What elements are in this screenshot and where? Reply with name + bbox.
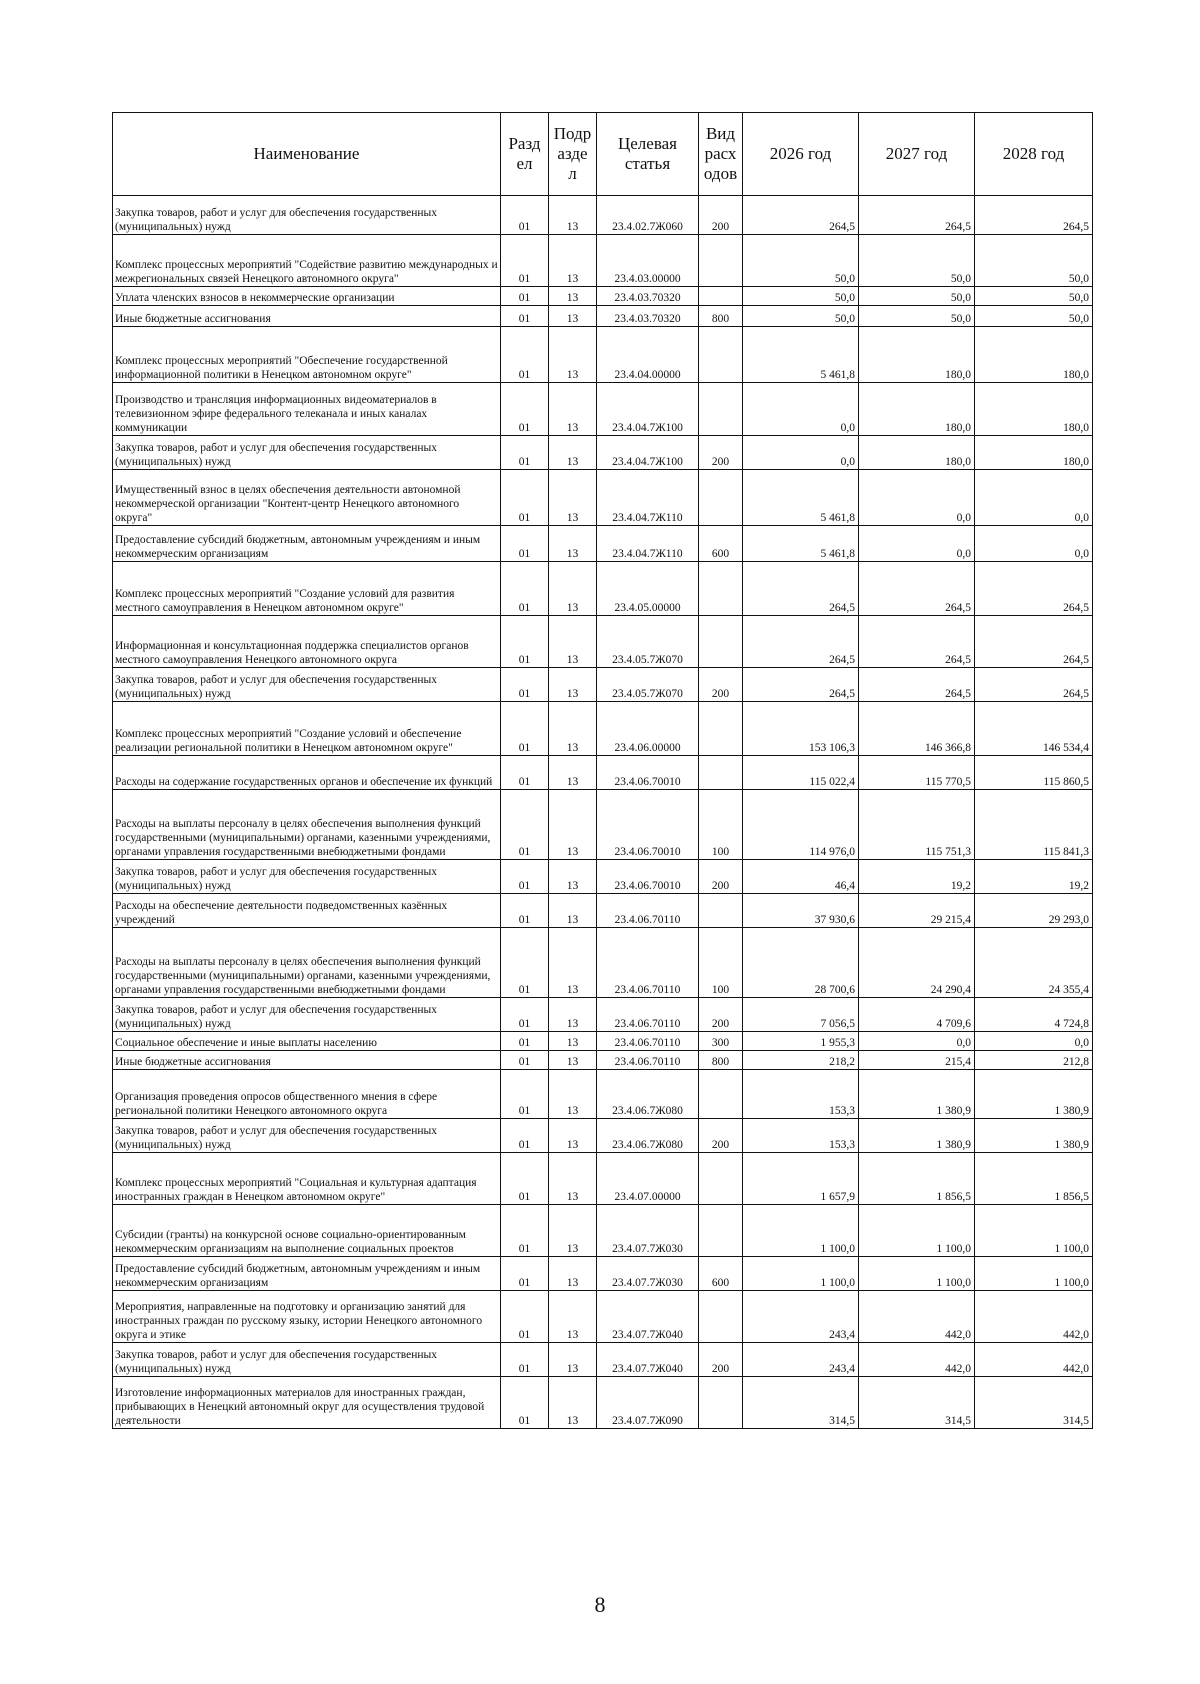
- row-target-article: 23.4.06.70110: [597, 1051, 699, 1070]
- row-expense-kind: 100: [699, 928, 743, 998]
- row-value-2027: 264,5: [859, 196, 975, 235]
- row-section: 01: [501, 1291, 549, 1343]
- row-section: 01: [501, 1032, 549, 1051]
- row-value-2028: 24 355,4: [975, 928, 1093, 998]
- row-target-article: 23.4.06.70110: [597, 998, 699, 1032]
- row-value-2028: 115 841,3: [975, 790, 1093, 860]
- row-target-article: 23.4.07.7Ж030: [597, 1205, 699, 1257]
- row-value-2027: 1 100,0: [859, 1257, 975, 1291]
- row-name: Закупка товаров, работ и услуг для обеспечения государственных (муниципальных) нужд: [113, 860, 501, 894]
- row-value-2026: 153,3: [743, 1070, 859, 1119]
- row-expense-kind: 200: [699, 860, 743, 894]
- row-subsection: 13: [549, 526, 597, 562]
- row-value-2026: 0,0: [743, 383, 859, 436]
- row-target-article: 23.4.06.70010: [597, 860, 699, 894]
- row-value-2027: 19,2: [859, 860, 975, 894]
- row-subsection: 13: [549, 790, 597, 860]
- row-name: Имущественный взнос в целях обеспечения деятельности автономной некоммерческой организации "Контент-центр Ненецкого автономного округа": [113, 470, 501, 526]
- row-value-2026: 264,5: [743, 668, 859, 702]
- row-value-2026: 46,4: [743, 860, 859, 894]
- row-section: 01: [501, 1377, 549, 1429]
- row-value-2028: 1 100,0: [975, 1257, 1093, 1291]
- row-target-article: 23.4.04.7Ж110: [597, 470, 699, 526]
- table-row: [113, 327, 1093, 383]
- budget-table: [112, 112, 1093, 1429]
- row-section: 01: [501, 306, 549, 327]
- row-section: 01: [501, 526, 549, 562]
- row-value-2026: 264,5: [743, 562, 859, 616]
- row-expense-kind: [699, 1291, 743, 1343]
- row-value-2026: 1 955,3: [743, 1032, 859, 1051]
- row-subsection: 13: [549, 894, 597, 928]
- row-value-2027: 50,0: [859, 235, 975, 287]
- row-target-article: 23.4.06.70110: [597, 894, 699, 928]
- row-name: Закупка товаров, работ и услуг для обеспечения государственных (муниципальных) нужд: [113, 998, 501, 1032]
- row-value-2027: 1 380,9: [859, 1119, 975, 1153]
- row-name: Мероприятия, направленные на подготовку и организацию занятий для иностранных граждан по русскому языку, истории Ненецкого автономного округа и этике: [113, 1291, 501, 1343]
- row-section: 01: [501, 383, 549, 436]
- row-name: Расходы на выплаты персоналу в целях обеспечения выполнения функций государственными (муниципальными) органами, казенными учреждениями, органами управления государственными внебюджетными фондами: [113, 928, 501, 998]
- row-target-article: 23.4.04.7Ж100: [597, 436, 699, 470]
- row-value-2028: 146 534,4: [975, 702, 1093, 756]
- row-section: 01: [501, 860, 549, 894]
- row-expense-kind: 200: [699, 998, 743, 1032]
- table-row: [113, 1032, 1093, 1051]
- header-subsection: Подр азде л: [549, 113, 597, 196]
- row-expense-kind: 300: [699, 1032, 743, 1051]
- row-value-2027: 1 380,9: [859, 1070, 975, 1119]
- row-section: 01: [501, 1343, 549, 1377]
- table-row: [113, 235, 1093, 287]
- table-row: [113, 383, 1093, 436]
- row-target-article: 23.4.06.70110: [597, 1032, 699, 1051]
- row-expense-kind: 100: [699, 790, 743, 860]
- row-value-2028: 314,5: [975, 1377, 1093, 1429]
- row-name: Субсидии (гранты) на конкурсной основе социально-ориентированным некоммерческим организациям на выполнение социальных проектов: [113, 1205, 501, 1257]
- row-value-2028: 50,0: [975, 287, 1093, 306]
- row-value-2027: 314,5: [859, 1377, 975, 1429]
- row-section: 01: [501, 616, 549, 668]
- header-expense-kind: Вид расх одов: [699, 113, 743, 196]
- row-name: Закупка товаров, работ и услуг для обеспечения государственных (муниципальных) нужд: [113, 1119, 501, 1153]
- row-value-2026: 115 022,4: [743, 756, 859, 790]
- row-name: Расходы на выплаты персоналу в целях обеспечения выполнения функций государственными (муниципальными) органами, казенными учреждениями, органами управления государственными внебюджетными фондами: [113, 790, 501, 860]
- row-target-article: 23.4.05.00000: [597, 562, 699, 616]
- row-value-2028: 264,5: [975, 562, 1093, 616]
- row-subsection: 13: [549, 756, 597, 790]
- row-value-2027: 264,5: [859, 668, 975, 702]
- row-value-2028: 442,0: [975, 1291, 1093, 1343]
- row-value-2027: 29 215,4: [859, 894, 975, 928]
- row-section: 01: [501, 327, 549, 383]
- row-expense-kind: [699, 562, 743, 616]
- row-expense-kind: [699, 702, 743, 756]
- row-value-2028: 264,5: [975, 668, 1093, 702]
- row-target-article: 23.4.05.7Ж070: [597, 668, 699, 702]
- row-name: Закупка товаров, работ и услуг для обеспечения государственных (муниципальных) нужд: [113, 436, 501, 470]
- row-section: 01: [501, 894, 549, 928]
- row-value-2026: 50,0: [743, 287, 859, 306]
- table-row: [113, 928, 1093, 998]
- row-value-2026: 0,0: [743, 436, 859, 470]
- row-name: Предоставление субсидий бюджетным, автономным учреждениям и иным некоммерческим организациям: [113, 1257, 501, 1291]
- row-value-2027: 442,0: [859, 1291, 975, 1343]
- row-value-2028: 1 856,5: [975, 1153, 1093, 1205]
- header-name: Наименование: [113, 113, 501, 196]
- row-value-2026: 114 976,0: [743, 790, 859, 860]
- row-target-article: 23.4.06.70010: [597, 790, 699, 860]
- row-target-article: 23.4.03.70320: [597, 287, 699, 306]
- row-expense-kind: [699, 383, 743, 436]
- row-target-article: 23.4.06.7Ж080: [597, 1070, 699, 1119]
- row-expense-kind: [699, 1070, 743, 1119]
- row-name: Закупка товаров, работ и услуг для обеспечения государственных (муниципальных) нужд: [113, 196, 501, 235]
- row-section: 01: [501, 668, 549, 702]
- row-subsection: 13: [549, 383, 597, 436]
- row-value-2026: 153,3: [743, 1119, 859, 1153]
- row-subsection: 13: [549, 1032, 597, 1051]
- row-name: Иные бюджетные ассигнования: [113, 306, 501, 327]
- row-value-2026: 5 461,8: [743, 327, 859, 383]
- row-expense-kind: 800: [699, 1051, 743, 1070]
- row-value-2027: 180,0: [859, 383, 975, 436]
- row-subsection: 13: [549, 1205, 597, 1257]
- row-value-2028: 1 100,0: [975, 1205, 1093, 1257]
- row-name: Организация проведения опросов общественного мнения в сфере региональной политики Ненецкого автономного округа: [113, 1070, 501, 1119]
- table-body: [113, 196, 1093, 1429]
- row-value-2026: 50,0: [743, 235, 859, 287]
- row-subsection: 13: [549, 668, 597, 702]
- row-subsection: 13: [549, 1377, 597, 1429]
- row-value-2027: 1 856,5: [859, 1153, 975, 1205]
- row-section: 01: [501, 235, 549, 287]
- row-target-article: 23.4.07.00000: [597, 1153, 699, 1205]
- row-expense-kind: 800: [699, 306, 743, 327]
- row-value-2027: 264,5: [859, 562, 975, 616]
- header-year-2026: 2026 год: [743, 113, 859, 196]
- row-value-2026: 264,5: [743, 196, 859, 235]
- row-value-2027: 0,0: [859, 526, 975, 562]
- row-expense-kind: [699, 616, 743, 668]
- row-expense-kind: [699, 287, 743, 306]
- row-value-2028: 50,0: [975, 235, 1093, 287]
- row-expense-kind: 200: [699, 1343, 743, 1377]
- row-target-article: 23.4.06.7Ж080: [597, 1119, 699, 1153]
- row-value-2027: 4 709,6: [859, 998, 975, 1032]
- row-subsection: 13: [549, 928, 597, 998]
- row-expense-kind: 200: [699, 1119, 743, 1153]
- row-subsection: 13: [549, 327, 597, 383]
- row-expense-kind: [699, 894, 743, 928]
- row-name: Комплекс процессных мероприятий "Создание условий для развития местного самоуправления в Ненецком автономном округе": [113, 562, 501, 616]
- row-value-2028: 180,0: [975, 436, 1093, 470]
- table-row: [113, 790, 1093, 860]
- row-value-2028: 1 380,9: [975, 1119, 1093, 1153]
- row-subsection: 13: [549, 1051, 597, 1070]
- row-value-2026: 264,5: [743, 616, 859, 668]
- row-value-2026: 314,5: [743, 1377, 859, 1429]
- row-value-2028: 212,8: [975, 1051, 1093, 1070]
- row-target-article: 23.4.05.7Ж070: [597, 616, 699, 668]
- table-row: [113, 1291, 1093, 1343]
- row-name: Изготовление информационных материалов для иностранных граждан, прибывающих в Ненецкий автономный округ для осуществления трудовой деятельности: [113, 1377, 501, 1429]
- row-section: 01: [501, 702, 549, 756]
- row-value-2027: 1 100,0: [859, 1205, 975, 1257]
- row-value-2026: 50,0: [743, 306, 859, 327]
- row-target-article: 23.4.07.7Ж090: [597, 1377, 699, 1429]
- row-subsection: 13: [549, 306, 597, 327]
- row-value-2028: 0,0: [975, 526, 1093, 562]
- row-target-article: 23.4.07.7Ж030: [597, 1257, 699, 1291]
- table-row: [113, 436, 1093, 470]
- table-row: [113, 702, 1093, 756]
- table-row: [113, 998, 1093, 1032]
- row-value-2026: 7 056,5: [743, 998, 859, 1032]
- row-name: Закупка товаров, работ и услуг для обеспечения государственных (муниципальных) нужд: [113, 1343, 501, 1377]
- table-row: [113, 1377, 1093, 1429]
- header-target-article: Целевая статья: [597, 113, 699, 196]
- table-row: [113, 306, 1093, 327]
- row-section: 01: [501, 998, 549, 1032]
- row-section: 01: [501, 790, 549, 860]
- row-value-2027: 0,0: [859, 470, 975, 526]
- row-subsection: 13: [549, 470, 597, 526]
- row-expense-kind: 200: [699, 196, 743, 235]
- row-value-2027: 50,0: [859, 287, 975, 306]
- row-section: 01: [501, 928, 549, 998]
- row-name: Производство и трансляция информационных видеоматериалов в телевизионном эфире федерального телеканала и иных каналах коммуникации: [113, 383, 501, 436]
- row-name: Уплата членских взносов в некоммерческие организации: [113, 287, 501, 306]
- row-value-2028: 0,0: [975, 1032, 1093, 1051]
- row-value-2028: 180,0: [975, 327, 1093, 383]
- row-subsection: 13: [549, 1153, 597, 1205]
- row-value-2028: 442,0: [975, 1343, 1093, 1377]
- row-name: Предоставление субсидий бюджетным, автономным учреждениям и иным некоммерческим организациям: [113, 526, 501, 562]
- row-value-2028: 115 860,5: [975, 756, 1093, 790]
- row-expense-kind: [699, 327, 743, 383]
- row-section: 01: [501, 1070, 549, 1119]
- row-value-2027: 442,0: [859, 1343, 975, 1377]
- row-expense-kind: [699, 1377, 743, 1429]
- row-value-2026: 5 461,8: [743, 470, 859, 526]
- table-row: [113, 1153, 1093, 1205]
- table-row: [113, 1051, 1093, 1070]
- header-year-2027: 2027 год: [859, 113, 975, 196]
- row-value-2027: 24 290,4: [859, 928, 975, 998]
- row-value-2026: 1 100,0: [743, 1205, 859, 1257]
- row-name: Расходы на содержание государственных органов и обеспечение их функций: [113, 756, 501, 790]
- row-value-2028: 180,0: [975, 383, 1093, 436]
- row-expense-kind: [699, 1205, 743, 1257]
- row-value-2028: 4 724,8: [975, 998, 1093, 1032]
- row-value-2026: 153 106,3: [743, 702, 859, 756]
- table-row: [113, 196, 1093, 235]
- row-subsection: 13: [549, 1343, 597, 1377]
- table-row: [113, 860, 1093, 894]
- row-subsection: 13: [549, 998, 597, 1032]
- table-row: [113, 1205, 1093, 1257]
- row-target-article: 23.4.07.7Ж040: [597, 1291, 699, 1343]
- row-subsection: 13: [549, 1119, 597, 1153]
- table-row: [113, 287, 1093, 306]
- row-name: Закупка товаров, работ и услуг для обеспечения государственных (муниципальных) нужд: [113, 668, 501, 702]
- table-header-row: [113, 113, 1093, 196]
- table-row: [113, 1070, 1093, 1119]
- row-section: 01: [501, 436, 549, 470]
- row-section: 01: [501, 562, 549, 616]
- table-row: [113, 526, 1093, 562]
- table-row: [113, 668, 1093, 702]
- table-row: [113, 1119, 1093, 1153]
- row-value-2028: 19,2: [975, 860, 1093, 894]
- row-expense-kind: 600: [699, 526, 743, 562]
- row-target-article: 23.4.07.7Ж040: [597, 1343, 699, 1377]
- row-value-2028: 264,5: [975, 616, 1093, 668]
- row-subsection: 13: [549, 1070, 597, 1119]
- row-value-2026: 1 657,9: [743, 1153, 859, 1205]
- row-subsection: 13: [549, 436, 597, 470]
- row-target-article: 23.4.04.00000: [597, 327, 699, 383]
- row-target-article: 23.4.06.70110: [597, 928, 699, 998]
- row-expense-kind: 600: [699, 1257, 743, 1291]
- row-name: Информационная и консультационная поддержка специалистов органов местного самоуправления Ненецкого автономного округа: [113, 616, 501, 668]
- row-value-2027: 50,0: [859, 306, 975, 327]
- row-value-2026: 218,2: [743, 1051, 859, 1070]
- row-value-2027: 115 770,5: [859, 756, 975, 790]
- row-subsection: 13: [549, 1257, 597, 1291]
- row-subsection: 13: [549, 562, 597, 616]
- row-target-article: 23.4.03.00000: [597, 235, 699, 287]
- row-section: 01: [501, 470, 549, 526]
- row-value-2026: 243,4: [743, 1291, 859, 1343]
- row-expense-kind: 200: [699, 436, 743, 470]
- row-value-2027: 0,0: [859, 1032, 975, 1051]
- row-value-2027: 215,4: [859, 1051, 975, 1070]
- row-value-2028: 0,0: [975, 470, 1093, 526]
- row-section: 01: [501, 196, 549, 235]
- row-target-article: 23.4.06.00000: [597, 702, 699, 756]
- row-subsection: 13: [549, 196, 597, 235]
- table-row: [113, 562, 1093, 616]
- row-subsection: 13: [549, 860, 597, 894]
- row-section: 01: [501, 756, 549, 790]
- table-row: [113, 894, 1093, 928]
- row-name: Комплекс процессных мероприятий "Обеспечение государственной информационной политики в Ненецком автономном округе": [113, 327, 501, 383]
- row-target-article: 23.4.03.70320: [597, 306, 699, 327]
- row-value-2028: 1 380,9: [975, 1070, 1093, 1119]
- row-value-2028: 50,0: [975, 306, 1093, 327]
- row-target-article: 23.4.04.7Ж100: [597, 383, 699, 436]
- row-name: Расходы на обеспечение деятельности подведомственных казённых учреждений: [113, 894, 501, 928]
- row-name: Комплекс процессных мероприятий "Содействие развитию международных и межрегиональных связей Ненецкого автономного округа": [113, 235, 501, 287]
- row-expense-kind: [699, 1153, 743, 1205]
- row-section: 01: [501, 1257, 549, 1291]
- table-row: [113, 616, 1093, 668]
- row-value-2026: 37 930,6: [743, 894, 859, 928]
- row-section: 01: [501, 1119, 549, 1153]
- row-value-2027: 180,0: [859, 327, 975, 383]
- row-subsection: 13: [549, 702, 597, 756]
- row-value-2027: 146 366,8: [859, 702, 975, 756]
- row-name: Комплекс процессных мероприятий "Создание условий и обеспечение реализации региональной политики в Ненецком автономном округе": [113, 702, 501, 756]
- row-section: 01: [501, 287, 549, 306]
- row-expense-kind: [699, 756, 743, 790]
- row-name: Иные бюджетные ассигнования: [113, 1051, 501, 1070]
- row-value-2026: 28 700,6: [743, 928, 859, 998]
- row-value-2028: 264,5: [975, 196, 1093, 235]
- row-value-2026: 5 461,8: [743, 526, 859, 562]
- row-expense-kind: 200: [699, 668, 743, 702]
- table-row: [113, 470, 1093, 526]
- row-subsection: 13: [549, 287, 597, 306]
- row-value-2026: 243,4: [743, 1343, 859, 1377]
- row-value-2027: 180,0: [859, 436, 975, 470]
- row-value-2027: 264,5: [859, 616, 975, 668]
- row-target-article: 23.4.04.7Ж110: [597, 526, 699, 562]
- row-expense-kind: [699, 235, 743, 287]
- row-name: Комплекс процессных мероприятий "Социальная и культурная адаптация иностранных граждан в Ненецком автономном округе": [113, 1153, 501, 1205]
- row-subsection: 13: [549, 616, 597, 668]
- row-target-article: 23.4.02.7Ж060: [597, 196, 699, 235]
- row-subsection: 13: [549, 235, 597, 287]
- row-section: 01: [501, 1051, 549, 1070]
- table-row: [113, 1343, 1093, 1377]
- table-row: [113, 756, 1093, 790]
- row-section: 01: [501, 1205, 549, 1257]
- row-value-2027: 115 751,3: [859, 790, 975, 860]
- row-name: Социальное обеспечение и иные выплаты населению: [113, 1032, 501, 1051]
- page-number: 8: [594, 1592, 606, 1617]
- row-section: 01: [501, 1153, 549, 1205]
- row-value-2028: 29 293,0: [975, 894, 1093, 928]
- header-year-2028: 2028 год: [975, 113, 1093, 196]
- header-section: Разд ел: [501, 113, 549, 196]
- row-value-2026: 1 100,0: [743, 1257, 859, 1291]
- row-expense-kind: [699, 470, 743, 526]
- table-row: [113, 1257, 1093, 1291]
- row-target-article: 23.4.06.70010: [597, 756, 699, 790]
- row-subsection: 13: [549, 1291, 597, 1343]
